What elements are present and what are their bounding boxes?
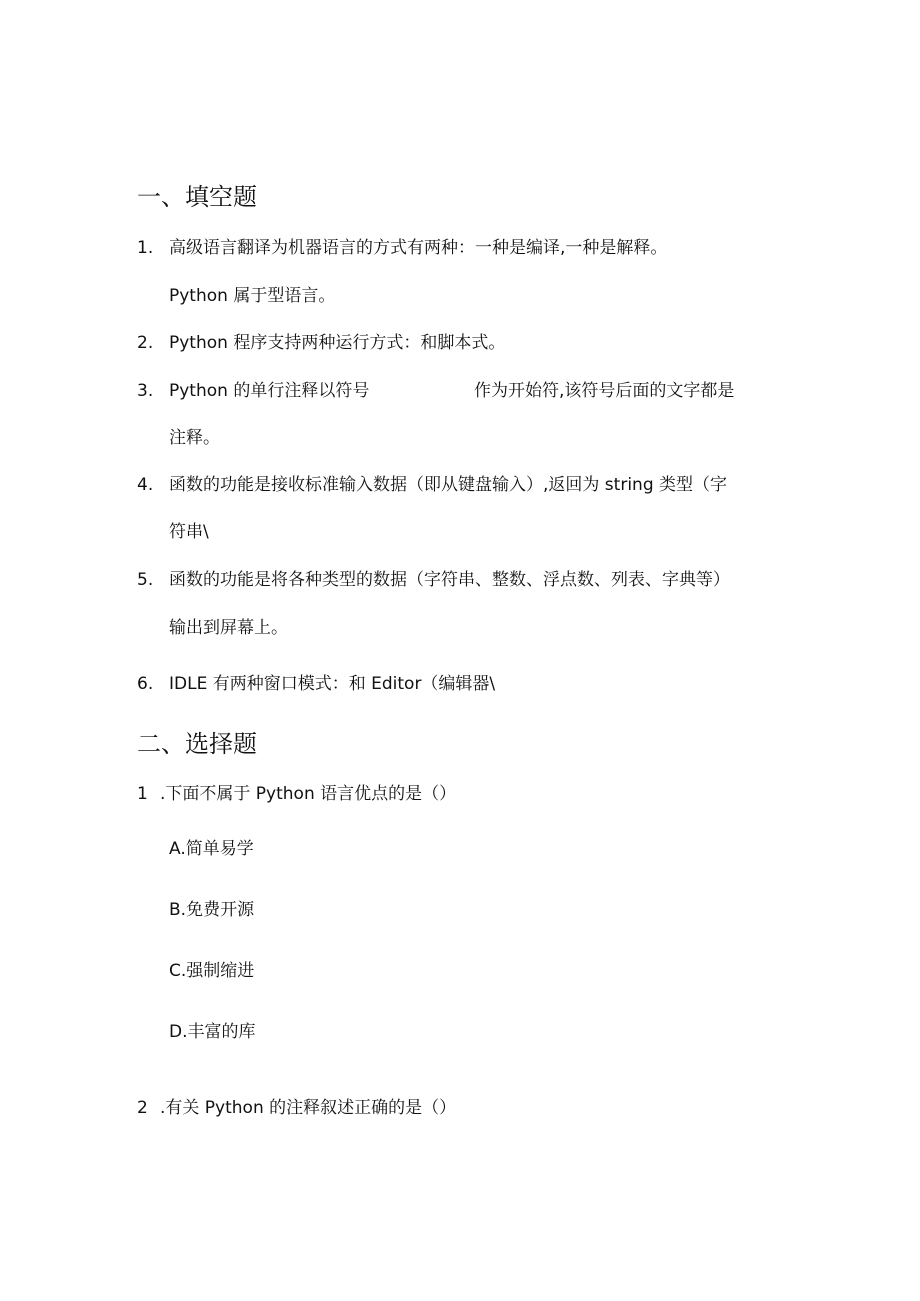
q4-line2: 符串\ xyxy=(169,522,209,542)
q5-number: 5. xyxy=(137,570,154,590)
q6-number: 6. xyxy=(137,674,154,694)
q3-line1a: Python 的单行注释以符号 xyxy=(169,381,370,401)
q1-number: 1. xyxy=(137,238,154,258)
mcq2-text: .有关 Python 的注释叙述正确的是（） xyxy=(160,1098,457,1118)
q6-line1: IDLE 有两种窗口模式：和 Editor（编辑器\ xyxy=(169,674,496,694)
q4-line1: 函数的功能是接收标准输入数据（即从键盘输入）,返回为 string 类型（字 xyxy=(169,475,728,495)
mcq1-option-c: C.强制缩进 xyxy=(169,961,255,981)
q5-line1: 函数的功能是将各种类型的数据（字符串、整数、浮点数、列表、字典等） xyxy=(169,570,730,590)
q5-line2: 输出到屏幕上。 xyxy=(169,618,288,638)
section2-title: 二、选择题 xyxy=(137,730,257,758)
mcq1-number: 1 xyxy=(137,784,148,804)
q3-line2: 注释。 xyxy=(169,428,220,448)
mcq1-option-b: B.免费开源 xyxy=(169,900,255,920)
mcq1-option-d: D.丰富的库 xyxy=(169,1022,256,1042)
q1-line2: Python 属于型语言。 xyxy=(169,286,336,306)
q2-number: 2. xyxy=(137,333,154,353)
mcq2-number: 2 xyxy=(137,1098,148,1118)
q4-number: 4. xyxy=(137,475,154,495)
q2-line1: Python 程序支持两种运行方式：和脚本式。 xyxy=(169,333,506,353)
q1-line1: 高级语言翻译为机器语言的方式有两种：一种是编译,一种是解释。 xyxy=(169,238,668,258)
mcq1-text: .下面不属于 Python 语言优点的是（） xyxy=(160,784,457,804)
mcq1-option-a: A.简单易学 xyxy=(169,839,254,859)
section1-title: 一、填空题 xyxy=(137,183,257,211)
q3-number: 3. xyxy=(137,381,154,401)
q3-line1b: 作为开始符,该符号后面的文字都是 xyxy=(474,381,735,401)
